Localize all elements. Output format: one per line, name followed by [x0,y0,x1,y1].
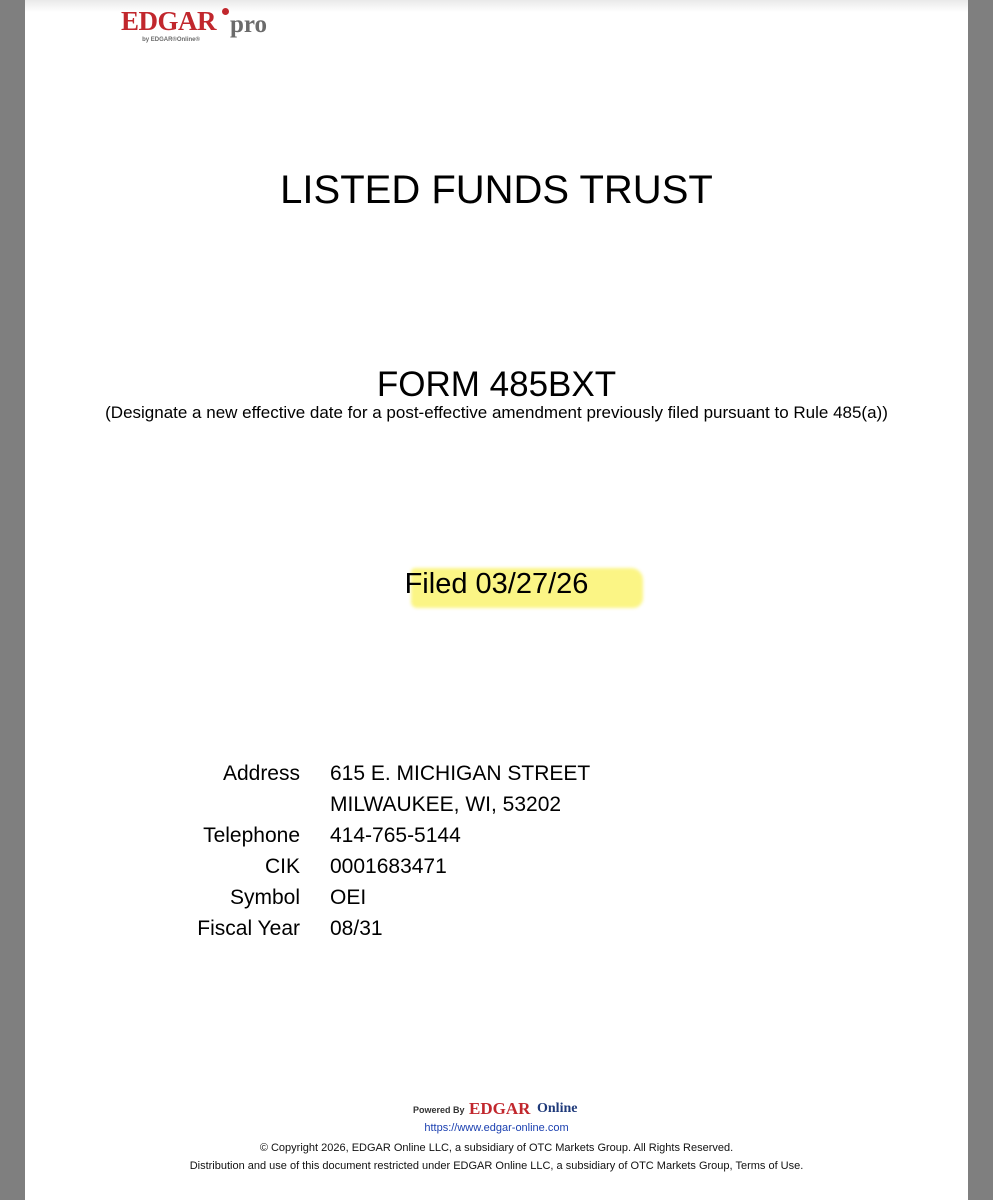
address-line2: MILWAUKEE, WI, 53202 [330,793,562,816]
fiscal-year-label: Fiscal Year [197,917,300,940]
distribution-notice: Distribution and use of this document restricted under EDGAR Online LLC, a subsidiary of OTC Markets Group, Terms of Use. [189,1160,804,1172]
powered-online: Online [537,1101,578,1116]
address-line1: 615 E. MICHIGAN STREET [330,762,591,785]
powered-brand: EDGAR [469,1099,531,1118]
powered-by-text: Powered By [413,1105,465,1115]
logo-byline: by EDGAR®Online® [142,37,200,43]
form-type: FORM 485BXT [376,365,617,404]
telephone-value: 414-765-5144 [330,824,461,847]
filed-date: Filed 03/27/26 [404,568,589,600]
address-label: Address [222,762,300,785]
fiscal-year-value: 08/31 [330,917,383,940]
logo-brand: EDGAR [121,6,217,36]
document-page [25,0,968,1200]
cik-label: CIK [264,855,300,878]
logo-product: pro [230,11,268,38]
form-description: (Designate a new effective date for a post-effective amendment previously filed pursuant to Rule 485(a)) [105,403,888,422]
cik-value: 0001683471 [330,855,447,878]
telephone-label: Telephone [203,824,300,847]
symbol-value: OEI [330,886,367,909]
edgar-online-link[interactable]: https://www.edgar-online.com [424,1122,569,1134]
symbol-label: Symbol [229,886,300,909]
company-name: LISTED FUNDS TRUST [280,168,713,212]
edgar-pro-logo [121,6,281,46]
registered-mark-icon [222,8,229,15]
copyright-notice: © Copyright 2026, EDGAR Online LLC, a subsidiary of OTC Markets Group. All Rights Reserved. [259,1142,734,1154]
